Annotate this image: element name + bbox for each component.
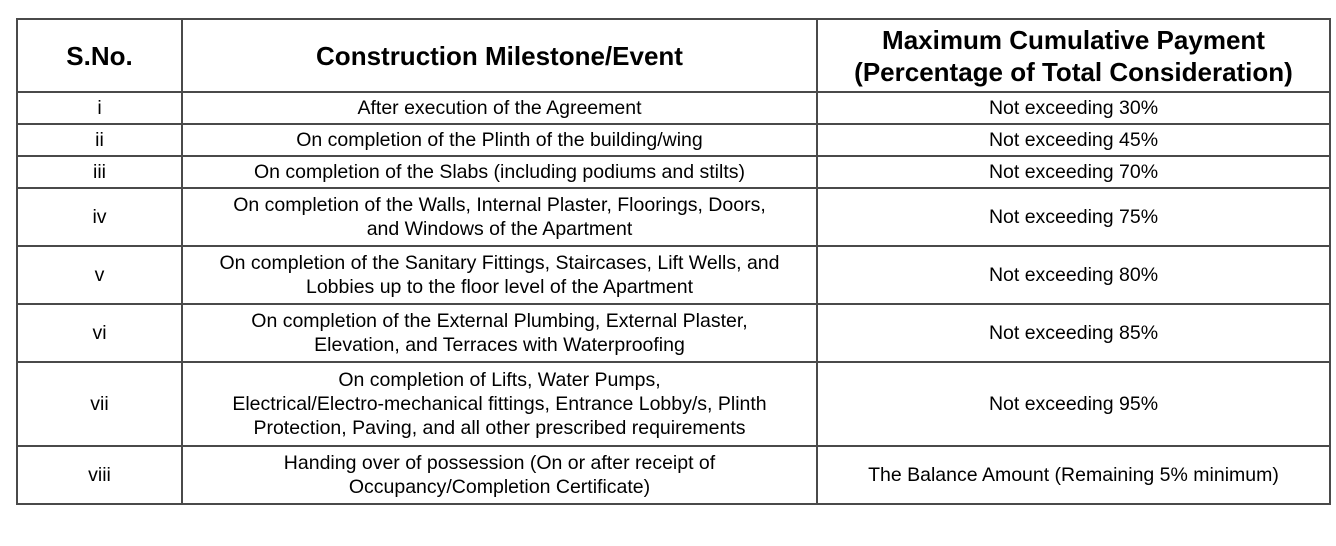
cell-milestone (182, 92, 817, 124)
header-sno: S.No. (17, 19, 182, 92)
cell-payment: Not exceeding 95% (817, 362, 1330, 446)
cell-milestone (182, 304, 817, 362)
milestone-line: On completion of the Walls, Internal Plaster, Floorings, Doors, (233, 194, 766, 216)
header-milestone: Construction Milestone/Event (182, 19, 817, 92)
milestone-line: Lobbies up to the floor level of the Apartment (305, 276, 693, 298)
cell-payment: Not exceeding 80% (817, 246, 1330, 304)
milestone-line: On completion of the Plinth of the building/wing (296, 129, 703, 151)
cell-milestone (182, 124, 817, 156)
header-payment-line-1: Maximum Cumulative Payment (882, 24, 1265, 55)
cell-milestone (182, 362, 817, 446)
cell-sno: iii (17, 156, 182, 188)
cell-payment: Not exceeding 85% (817, 304, 1330, 362)
table-row (17, 92, 1330, 124)
cell-milestone (182, 246, 817, 304)
cell-sno: v (17, 246, 182, 304)
table-row (17, 304, 1330, 362)
milestone-line: Protection, Paving, and all other prescribed requirements (253, 417, 746, 439)
milestone-line: On completion of Lifts, Water Pumps, (338, 369, 661, 391)
table-row (17, 446, 1330, 504)
cell-payment: The Balance Amount (Remaining 5% minimum) (817, 446, 1330, 504)
table-row (17, 188, 1330, 246)
milestone-line: Handing over of possession (On or after receipt of (283, 452, 716, 474)
cell-payment: Not exceeding 45% (817, 124, 1330, 156)
payment-schedule-container (16, 18, 1331, 505)
milestone-line: Electrical/Electro-mechanical fittings, Entrance Lobby/s, Plinth (232, 393, 767, 415)
cell-milestone (182, 156, 817, 188)
table-row (17, 362, 1330, 446)
cell-payment: Not exceeding 30% (817, 92, 1330, 124)
milestone-line: On completion of the Sanitary Fittings, Staircases, Lift Wells, and (219, 252, 780, 274)
cell-milestone (182, 188, 817, 246)
table-row (17, 156, 1330, 188)
milestone-line: and Windows of the Apartment (366, 218, 633, 240)
milestone-line: On completion of the External Plumbing, External Plaster, (251, 310, 748, 332)
table-header-row (17, 19, 1330, 92)
payment-schedule-table (16, 18, 1331, 505)
cell-sno: vii (17, 362, 182, 446)
header-payment (817, 19, 1330, 92)
header-payment-line-2: (Percentage of Total Consideration) (854, 56, 1293, 87)
table-row (17, 124, 1330, 156)
cell-sno: i (17, 92, 182, 124)
cell-sno: ii (17, 124, 182, 156)
cell-sno: iv (17, 188, 182, 246)
milestone-line: After execution of the Agreement (357, 97, 642, 119)
cell-payment: Not exceeding 75% (817, 188, 1330, 246)
table-row (17, 246, 1330, 304)
milestone-line: Elevation, and Terraces with Waterproofing (314, 334, 685, 356)
milestone-line: On completion of the Slabs (including podiums and stilts) (253, 161, 745, 183)
cell-sno: viii (17, 446, 182, 504)
cell-milestone (182, 446, 817, 504)
milestone-line: Occupancy/Completion Certificate) (348, 476, 651, 498)
cell-sno: vi (17, 304, 182, 362)
table-body (17, 92, 1330, 504)
cell-payment: Not exceeding 70% (817, 156, 1330, 188)
